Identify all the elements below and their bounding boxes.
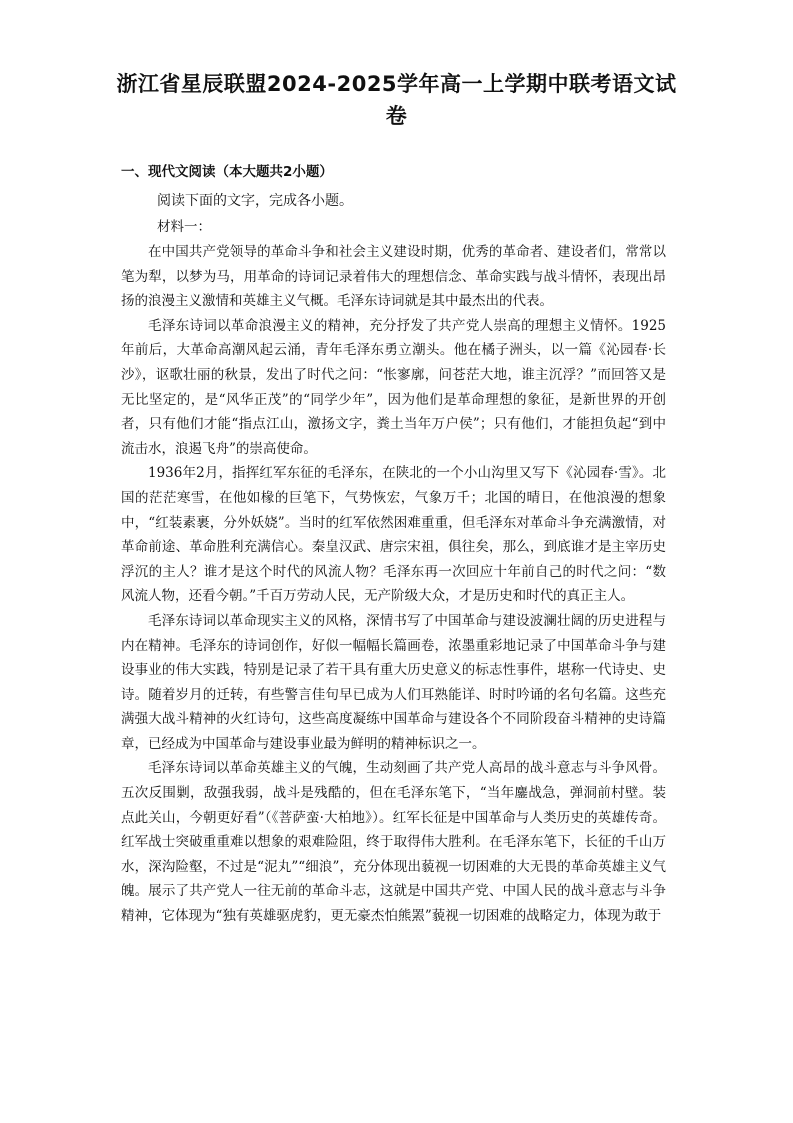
paragraph: 1936年2月，指挥红军东征的毛泽东，在陕北的一个小山沟里又写下《沁园春·雪》。北国的茫茫寒雪，在他如椽的巨笔下，气势恢宏，气象万千；北国的晴日，在他浪漫的想象中，“红装素裹，分外妖娆”。当时的红军依然困难重重，但毛泽东对革命斗争充满激情，对革命前途、革命胜利充满信心。秦皇汉武、唐宗宋祖，俱往矣，那么，到底谁才是主宰历史浮沉的主人？谁才是这个时代的风流人物？毛泽东再一次回应十年前自己的时代之问：“数风流人物，还看今朝。”千百万劳动人民，无产阶级大众，才是历史和时代的真正主人。 <box>121 465 666 605</box>
passage-body <box>121 240 666 929</box>
material-label: 材料一： <box>157 219 211 235</box>
paragraph: 在中国共产党领导的革命斗争和社会主义建设时期，优秀的革命者、建设者们，常常以笔为犁，以梦为马，用革命的诗词记录着伟大的理想信念、革命实践与战斗情怀，表现出昂扬的浪漫主义激情和英雄主义气概。毛泽东诗词就是其中最杰出的代表。 <box>121 244 666 310</box>
paragraph: 毛泽东诗词以革命浪漫主义的精神，充分抒发了共产党人崇高的理想主义情怀。1925年前后，大革命高潮风起云涌，青年毛泽东勇立潮头。他在橘子洲头，以一篇《沁园春·长沙》，讴歌壮丽的秋景，发出了时代之问：“怅寥廓，问苍茫大地，谁主沉浮？”而回答又是无比坚定的，是“风华正茂”的“同学少年”，因为他们是革命理想的象征，是新世界的开创者，只有他们才能“指点江山，激扬文字，粪土当年万户侯”；只有他们，才能担负起“到中流击水，浪遏飞舟”的崇高使命。 <box>121 317 666 457</box>
reading-instruction: 阅读下面的文字，完成各小题。 <box>157 193 353 209</box>
paragraph: 毛泽东诗词以革命英雄主义的气魄，生动刻画了共产党人高昂的战斗意志与斗争风骨。五次反围剿，敌强我弱，战斗是残酷的，但在毛泽东笔下，“当年鏖战急，弹洞前村壁。装点此关山，今朝更好看”（《菩萨蛮·大柏地》）。红军长征是中国革命与人类历史的英雄传奇。红军战士突破重重难以想象的艰难险阻，终于取得伟大胜利。在毛泽东笔下，长征的千山万水，深沟险壑，不过是“泥丸”“细浪”，充分体现出藐视一切困难的大无畏的革命英雄主义气魄。展示了共产党人一往无前的革命斗志，这就是中国共产党、中国人民的战斗意志与斗争精神，它体现为“独有英雄驱虎豹，更无豪杰怕熊罴”藐视一切困难的战略定力，体现为敢于 <box>121 760 666 925</box>
document-title: 浙江省星辰联盟2024-2025学年高一上学期中联考语文试卷 <box>116 72 677 128</box>
paragraph: 毛泽东诗词以革命现实主义的风格，深情书写了中国革命与建设波澜壮阔的历史进程与内在精神。毛泽东的诗词创作，好似一幅幅长篇画卷，浓墨重彩地记录了中国革命斗争与建设事业的伟大实践，特别是记录了若干具有重大历史意义的标志性事件，堪称一代诗史、史诗。随着岁月的迁转，有些警言佳句早已成为人们耳熟能详、时时吟诵的名句名篇。这些充满强大战斗精神的火红诗句，这些高度凝练中国革命与建设各个不同阶段奋斗精神的史诗篇章，已经成为中国革命与建设事业最为鲜明的精神标识之一。 <box>121 612 666 752</box>
section-heading: 一、现代文阅读（本大题共2小题） <box>121 164 333 180</box>
